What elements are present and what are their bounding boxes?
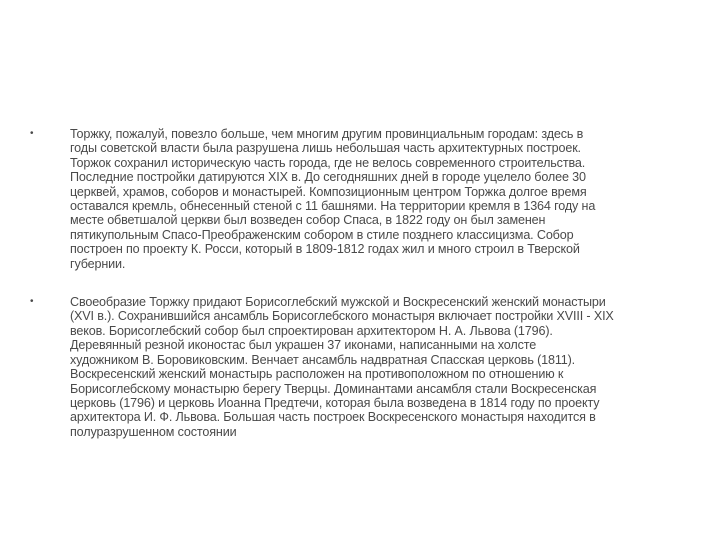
bullet-text: Торжку, пожалуй, повезло больше, чем многим другим провинциальным городам: здесь в годы советской власти была разрушена лишь небольшая часть архитектурных построек. Торжок сохранил историческую часть города, где не велось современного строительства. Последние постройки датируются XIX в. До сегодняшних дней в городе уцелело более 30 церквей, храмов, соборов и монастырей. Композиционным центром Торжка долгое время оставался кремль, обнесенный стеной с 11 башнями. На территории кремля в 1364 году на месте обветшалой церкви был возведен собор Спаса, в 1822 году он был заменен пятикупольным Спасо-Преображенским собором в стиле позднего классицизма. Собор построен по проекту К. Росси, который в 1809-1812 годах жил и много строил в Тверской губернии. bbox=[70, 127, 596, 271]
bullet-list bbox=[30, 127, 690, 439]
bullet-marker: • bbox=[30, 128, 34, 139]
bullet-item-monasteries bbox=[30, 295, 690, 439]
bullet-marker: • bbox=[30, 296, 34, 308]
bullet-item-torzhok-history bbox=[30, 127, 690, 271]
bullet-text: Своеобразие Торжку придают Борисоглебский мужской и Воскресенский женский монастыри (XVI в.). Сохранившийся ансамбль Борисоглебского монастыря включает постройки XVIII - XIX веков. Борисоглебский собор был спроектирован архитектором Н. А. Львова (1796). Деревянный резной иконостас был украшен 37 иконами, написанными на холсте художником В. Боровиковским. Венчает ансамбль надвратная Спасская церковь (1811). Воскресенский женский монастырь расположен на противоположном по отношению к Борисоглебскому монастырю берегу Тверцы. Доминантами ансамбля стали Воскресенская церковь (1796) и церковь Иоанна Предтечи, которая была возведена в 1814 году по проекту архитектора И. Ф. Львова. Большая часть построек Воскресенского монастыря находится в полуразрушенном состоянии bbox=[70, 295, 614, 439]
